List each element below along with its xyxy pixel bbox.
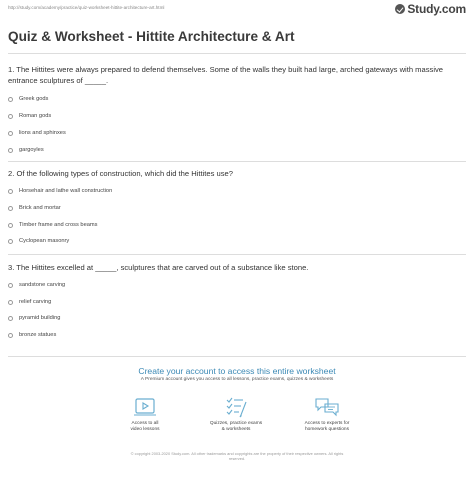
radio-icon[interactable] (8, 206, 13, 211)
question-1-option-3[interactable]: lions and sphinxes (8, 130, 66, 136)
question-2-option-2[interactable]: Brick and mortar (8, 205, 61, 211)
study-logo-icon (395, 4, 405, 14)
copyright-line1: © copyright 2003-2020 Study.com. All other trademarks and copyrights are the property of their respective owners. All rights (130, 451, 344, 456)
question-2-option-4[interactable]: Cyclopean masonry (8, 238, 69, 244)
question-3-option-1[interactable]: sandstone carving (8, 282, 65, 288)
feature-video-line1: Access to all (131, 421, 159, 426)
page-url: http://study.com/academy/practice/quiz-worksheet-hittite-architecture-art.html (8, 5, 165, 10)
radio-icon[interactable] (8, 333, 13, 338)
question-divider (8, 254, 466, 255)
radio-icon[interactable] (8, 189, 13, 194)
question-3-option-3[interactable]: pyramid building (8, 315, 60, 321)
question-divider (8, 161, 466, 162)
radio-icon[interactable] (8, 114, 13, 119)
page-title: Quiz & Worksheet - Hittite Architecture & Art (8, 29, 295, 44)
feature-quizzes-line2: & worksheets (221, 427, 251, 432)
question-3-option-4[interactable]: bronze statues (8, 332, 56, 338)
feature-quizzes (196, 396, 276, 433)
feature-video-line2: video lessons (130, 427, 160, 432)
feature-experts-line1: Access to experts for (304, 421, 350, 426)
radio-icon[interactable] (8, 239, 13, 244)
chat-icon (313, 396, 341, 418)
question-1-option-2[interactable]: Roman gods (8, 113, 51, 119)
feature-experts-line2: homework questions (305, 427, 349, 432)
radio-icon[interactable] (8, 283, 13, 288)
question-2-text: 2. Of the following types of construction, which did the Hittites use? (8, 169, 233, 178)
study-logo[interactable] (395, 2, 466, 16)
radio-icon[interactable] (8, 300, 13, 305)
feature-quizzes-line1: Quizzes, practice exams (209, 421, 263, 426)
question-1-option-4[interactable]: gargoyles (8, 147, 44, 153)
radio-icon[interactable] (8, 316, 13, 321)
feature-experts (287, 396, 367, 433)
radio-icon[interactable] (8, 148, 13, 153)
checklist-icon (223, 396, 249, 418)
question-1-option-1[interactable]: Greek gods (8, 96, 48, 102)
question-1-text: 1. The Hittites were always prepared to defend themselves. Some of the walls they built had large, arched gateways with massive entrance sculptures of _____. (8, 65, 444, 85)
study-logo-text: Study.com (407, 2, 466, 16)
copyright-notice (0, 451, 474, 461)
radio-icon[interactable] (8, 223, 13, 228)
copyright-line2: reserved. (228, 456, 246, 461)
feature-video-lessons (105, 396, 185, 433)
premium-description: A Premium account gives you access to all lessons, practice exams, quizzes & worksheets (140, 377, 334, 382)
cta-divider (8, 356, 466, 357)
title-divider (8, 53, 466, 54)
question-3-option-2[interactable]: relief carving (8, 299, 51, 305)
question-2-option-1[interactable]: Horsehair and lathe wall construction (8, 188, 112, 194)
question-3-text: 3. The Hittites excelled at _____, sculptures that are carved out of a substance like stone. (8, 263, 309, 272)
create-account-link[interactable]: Create your account to access this entire worksheet (138, 366, 336, 376)
radio-icon[interactable] (8, 131, 13, 136)
question-2-option-3[interactable]: Timber frame and cross beams (8, 222, 98, 228)
video-icon (132, 396, 158, 418)
radio-icon[interactable] (8, 97, 13, 102)
